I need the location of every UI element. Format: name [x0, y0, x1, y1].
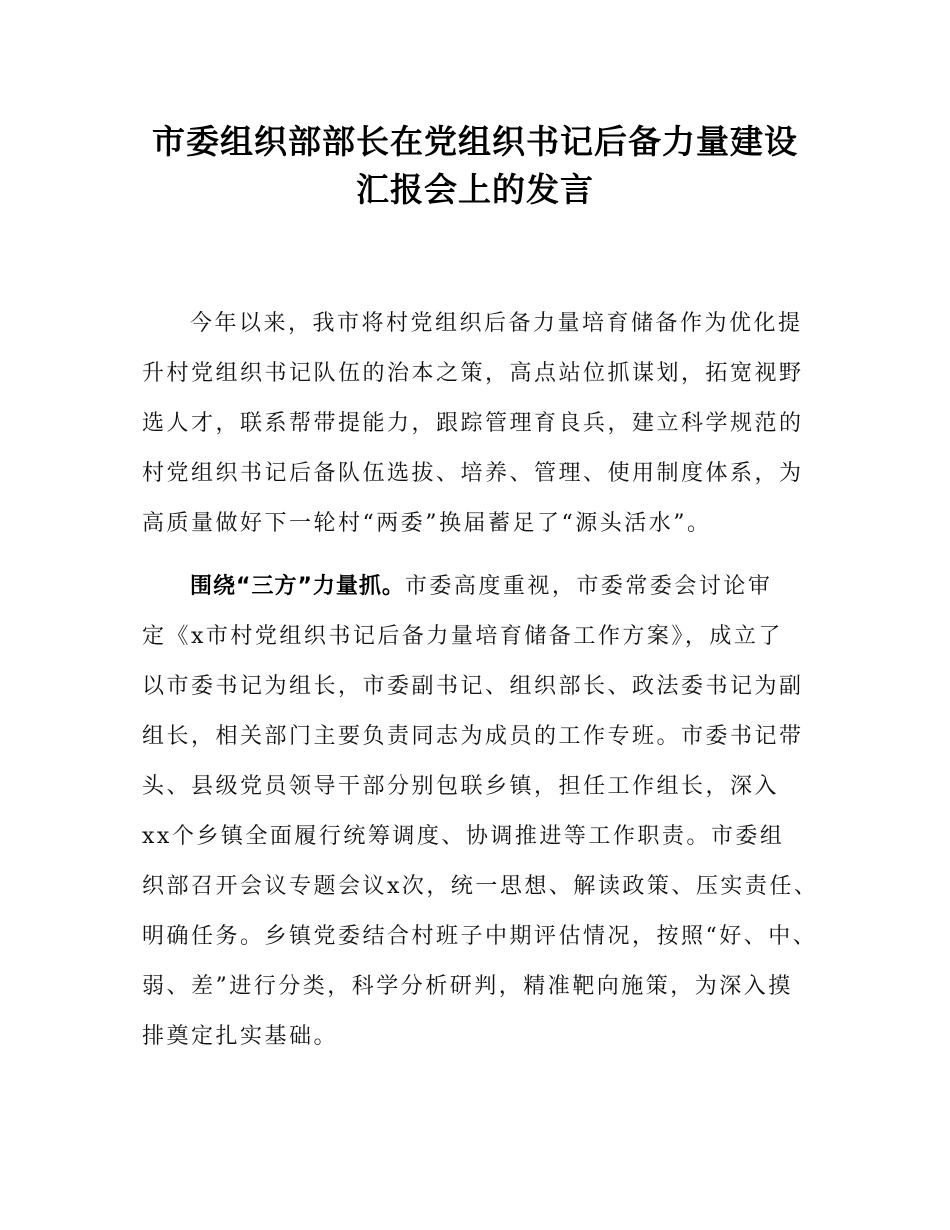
- section1-line-8: 明确任务。乡镇党委结合村班子中期评估情况，按照“好、中、: [142, 924, 818, 949]
- section1-first-line-text: 市委高度重视，市委常委会讨论审: [404, 574, 773, 599]
- intro-line-4: 村党组织书记后备队伍选拔、培养、管理、使用制度体系，为: [142, 461, 804, 486]
- document-title: [120, 118, 830, 214]
- title-line-2: 汇报会上的发言: [356, 170, 594, 209]
- section1-line-10: 排奠定扎实基础。: [142, 1024, 339, 1049]
- section1-line-7: 织部召开会议专题会议x次，统一思想、解读政策、压实责任、: [142, 874, 819, 899]
- section1-line-5: 头、县级党员领导干部分别包联乡镇，担任工作组长，深入: [142, 774, 780, 799]
- section1-line-9: 弱、差”进行分类，科学分析研判，精准靶向施策，为深入摸: [142, 974, 793, 999]
- section1-heading: 围绕“三方”力量抓。: [190, 574, 405, 599]
- section1-line-6: xx个乡镇全面履行统筹调度、协调推进等工作职责。市委组: [142, 824, 785, 849]
- intro-line-2: 升村党组织书记队伍的治本之策，高点站位抓谋划，拓宽视野: [142, 361, 804, 386]
- intro-line-1: 今年以来，我市将村党组织后备力量培育储备作为优化提: [190, 311, 803, 336]
- section1-line-2: 定《x市村党组织书记后备力量培育储备工作方案》，成立了: [142, 624, 783, 649]
- intro-line-3: 选人才，联系帮带提能力，跟踪管理育良兵，建立科学规范的: [142, 411, 804, 436]
- section1-line-3: 以市委书记为组长，市委副书记、组织部长、政法委书记为副: [142, 674, 804, 699]
- section1-first-line: [190, 572, 772, 602]
- title-line-1: 市委组织部部长在党组织书记后备力量建设: [152, 122, 798, 161]
- intro-line-5: 高质量做好下一轮村“两委”换届蓄足了“源头活水”。: [142, 511, 712, 536]
- section1-line-4: 组长，相关部门主要负责同志为成员的工作专班。市委书记带: [142, 724, 804, 749]
